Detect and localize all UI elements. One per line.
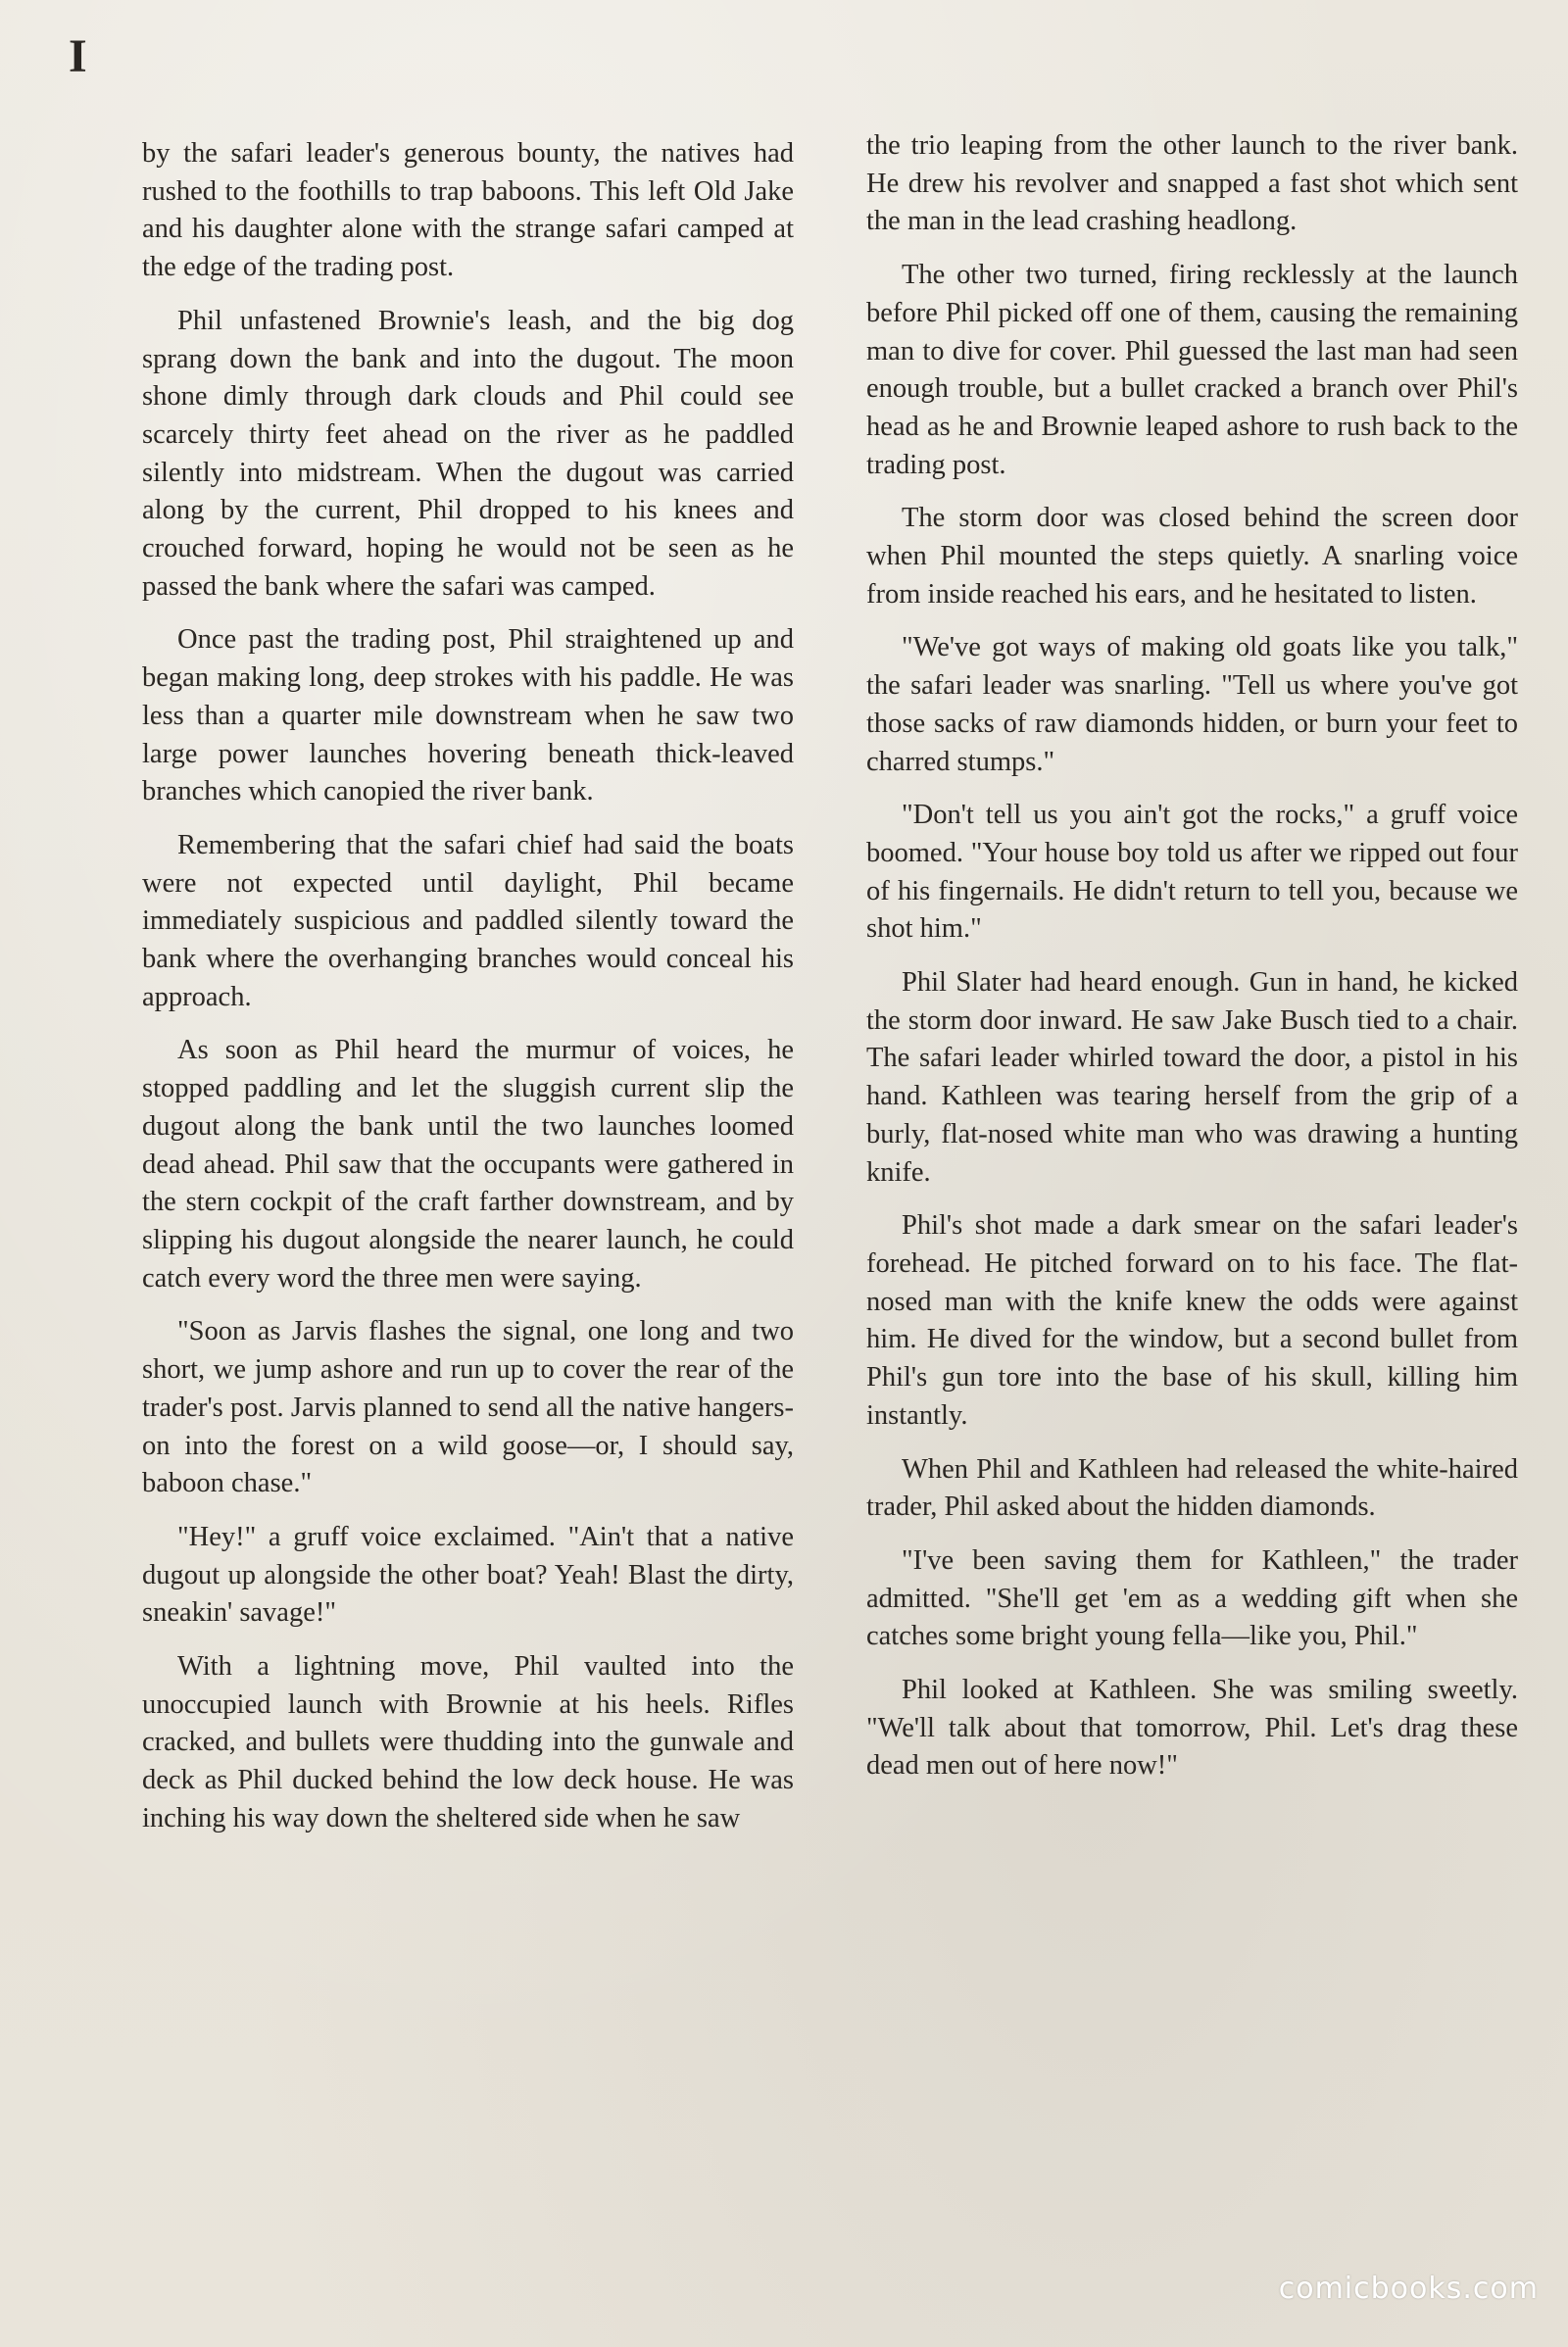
left-column [142,135,794,1854]
paragraph: The other two turned, firing recklessly at the launch before Phil picked off one of them, causing the remaining man to dive for cover. Phil guessed the last man had seen enough trouble, but a bullet cracked a branch over Phil's head as he and Brownie leaped ashore to rush back to the trading post. [866,260,1518,480]
page-mark: I [69,30,87,82]
paragraph: Phil unfastened Brownie's leash, and the big dog sprang down the bank and into the dugout. The moon shone dimly through dark clouds and Phil could see scarcely thirty feet ahead on the river as he paddled silently into midstream. When the dugout was carried along by the current, Phil dropped to his knees and crouched forward, hoping he would not be seen as he passed the bank where the safari was camped. [142,305,794,602]
paragraph: "We've got ways of making old goats like you talk," the safari leader was snarling. "Tell us where you've got those sacks of raw diamonds hidden, or burn your feet to charred stumps." [866,632,1518,777]
paragraph: Remembering that the safari chief had said the boats were not expected until daylight, Phil became immediately suspicious and paddled silently toward the bank where the overhanging branches would conceal his approach. [142,829,794,1012]
paragraph: "I've been saving them for Kathleen," the trader admitted. "She'll get 'em as a wedding gift when she catches some bright young fella—like you, Phil." [866,1544,1518,1652]
paragraph: the trio leaping from the other launch to the river bank. He drew his revolver and snapped a fast shot which sent the man in the lead crashing headlong. [866,130,1518,237]
paragraph: Phil's shot made a dark smear on the safari leader's forehead. He pitched forward on to his face. The flat-nosed man with the knife knew the odds were against him. He dived for the window, but a second bullet from Phil's gun tore into the base of his skull, killing him instantly. [866,1210,1518,1431]
watermark: comicbooks.com [1278,2272,1539,2306]
paragraph: Phil Slater had heard enough. Gun in hand, he kicked the storm door inward. He saw Jake Busch tied to a chair. The safari leader whirled toward the door, a pistol in his hand. Kathleen was tearing herself from the grip of a burly, flat-nosed white man who was drawing a hunting knife. [866,967,1518,1188]
paragraph: by the safari leader's generous bounty, the natives had rushed to the foothills to trap baboons. This left Old Jake and his daughter alone with the strange safari camped at the edge of the trading post. [142,138,794,283]
paragraph: The storm door was closed behind the screen door when Phil mounted the steps quietly. A snarling voice from inside reached his ears, and he hesitated to listen. [866,503,1518,610]
paragraph: "Don't tell us you ain't got the rocks," a gruff voice boomed. "Your house boy told us after we ripped out four of his fingernails. He didn't return to tell you, because we shot him." [866,800,1518,945]
right-column [866,127,1518,1801]
paragraph: "Soon as Jarvis flashes the signal, one long and two short, we jump ashore and run up to cover the rear of the trader's post. Jarvis planned to send all the native hangers-on into the forest on a wild goose—or, I should say, baboon chase." [142,1316,794,1499]
paragraph: Once past the trading post, Phil straightened up and began making long, deep strokes with his paddle. He was less than a quarter mile downstream when he saw two large power launches hovering beneath thick-leaved branches which canopied the river bank. [142,624,794,807]
paragraph: With a lightning move, Phil vaulted into the unoccupied launch with Brownie at his heels. Rifles cracked, and bullets were thudding into the gunwale and deck as Phil ducked behind the low deck house. He was inching his way down the sheltered side when he saw [142,1651,794,1834]
paragraph: "Hey!" a gruff voice exclaimed. "Ain't that a native dugout up alongside the other boat? Yeah! Blast the dirty, sneakin' savage!" [142,1521,794,1629]
paragraph: Phil looked at Kathleen. She was smiling sweetly. "We'll talk about that tomorrow, Phil. Let's drag these dead men out of here now!" [866,1675,1518,1782]
paragraph: As soon as Phil heard the murmur of voices, he stopped paddling and let the sluggish current slip the dugout along the bank until the two launches loomed dead ahead. Phil saw that the occupants were gathered in the stern cockpit of the craft farther downstream, and by slipping his dugout alongside the nearer launch, he could catch every word the three men were saying. [142,1035,794,1294]
paragraph: When Phil and Kathleen had released the white-haired trader, Phil asked about the hidden diamonds. [866,1453,1518,1523]
